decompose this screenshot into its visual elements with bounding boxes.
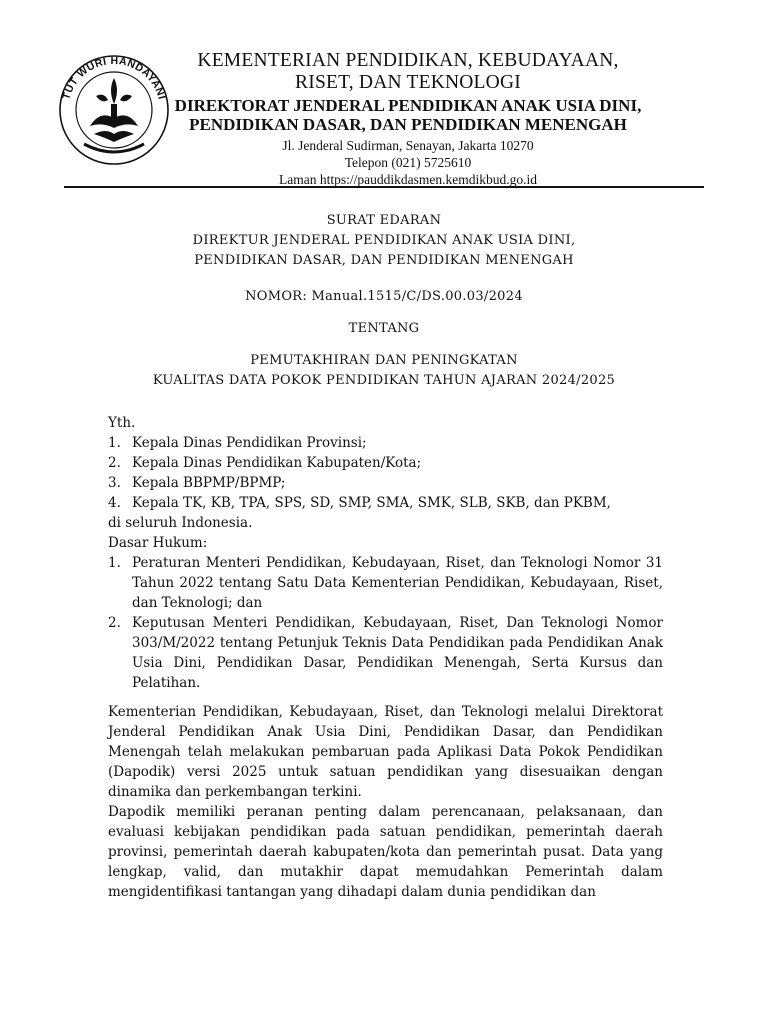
letterhead: [168, 50, 648, 188]
phone: Telepon (021) 5725610: [344, 155, 472, 170]
list-item: 3. Kepala BBPMP/BPMP;: [108, 475, 286, 491]
list-item: 1. Kepala Dinas Pendidikan Provinsi;: [108, 435, 367, 451]
body-paragraph: Dapodik memiliki peranan penting dalam perencanaan, pelaksanaan, dan evaluasi kebijakan pendidikan pada satuan pendidikan, pemerintah daerah provinsi, pemerintah daerah kabupaten/kota dan pemerintah pusat. Data yang lengkap, valid, dan mutakhir dapat memudahkan Pemerintah dalam mengidentifikasi tantangan yang dihadapi dalam dunia pendidikan dan: [108, 804, 663, 900]
issuer-line2: PENDIDIKAN DASAR, DAN PENDIDIKAN MENENGAH: [194, 253, 574, 268]
document-type: SURAT EDARAN: [326, 213, 442, 228]
directorate-name-line1: DIREKTORAT JENDERAL PENDIDIKAN ANAK USIA DINI,: [174, 96, 642, 115]
address: Jl. Jenderal Sudirman, Senayan, Jakarta 10270: [282, 138, 534, 153]
subject-line1: PEMUTAKHIRAN DAN PENINGKATAN: [250, 353, 518, 368]
salutation: Yth.: [108, 415, 136, 431]
list-item: 2. Keputusan Menteri Pendidikan, Kebudayaan, Riset, Dan Teknologi Nomor 303/M/2022 tentang Petunjuk Teknis Data Pendidikan pada Pendidikan Anak Usia Dini, Pendidikan Dasar, Pendidikan Menengah, Serta Kursus dan Pelatihan.: [108, 615, 663, 691]
website: Laman https://pauddikdasmen.kemdikbud.go.id: [279, 172, 537, 187]
tut-wuri-handayani-logo: [50, 48, 178, 166]
legal-basis-heading: Dasar Hukum:: [108, 535, 208, 551]
letter-body: [108, 413, 663, 902]
letterhead-divider: [64, 186, 704, 188]
ministry-name-line2: RISET, DAN TEKNOLOGI: [295, 72, 521, 93]
list-item: 2. Kepala Dinas Pendidikan Kabupaten/Kota;: [108, 455, 422, 471]
addressee-list: [108, 433, 663, 513]
list-item: 4. Kepala TK, KB, TPA, SPS, SD, SMP, SMA, SMK, SLB, SKB, dan PKBM,: [108, 495, 611, 511]
list-item: 1. Peraturan Menteri Pendidikan, Kebudayaan, Riset, dan Teknologi Nomor 31 Tahun 2022 tentang Satu Data Kementerian Pendidikan, Kebudayaan, Riset, dan Teknologi; dan: [108, 555, 663, 611]
issuer-line1: DIREKTUR JENDERAL PENDIDIKAN ANAK USIA DINI,: [192, 233, 576, 248]
title-block: [64, 211, 704, 391]
subject-line2: KUALITAS DATA POKOK PENDIDIKAN TAHUN AJARAN 2024/2025: [152, 373, 616, 388]
ministry-name-line1: KEMENTERIAN PENDIDIKAN, KEBUDAYAAN,: [197, 50, 619, 71]
directorate-name-line2: PENDIDIKAN DASAR, DAN PENDIDIKAN MENENGAH: [189, 115, 627, 134]
about-label: TENTANG: [348, 321, 420, 336]
svg-text:TUT WURI HANDAYANI: TUT WURI HANDAYANI: [60, 54, 168, 102]
document-number: NOMOR: Manual.1515/C/DS.00.03/2024: [245, 289, 523, 304]
body-paragraph: Kementerian Pendidikan, Kebudayaan, Riset, dan Teknologi melalui Direktorat Jenderal Pendidikan Anak Usia Dini, Pendidikan Dasar, dan Pendidikan Menengah telah melakukan pembaruan pada Aplikasi Data Pokok Pendidikan (Dapodik) versi 2025 untuk satuan pendidikan yang disesuaikan dengan dinamika dan perkembangan terkini.: [108, 704, 663, 800]
addressee-closing: di seluruh Indonesia.: [108, 515, 253, 531]
legal-basis-list: [108, 553, 663, 693]
